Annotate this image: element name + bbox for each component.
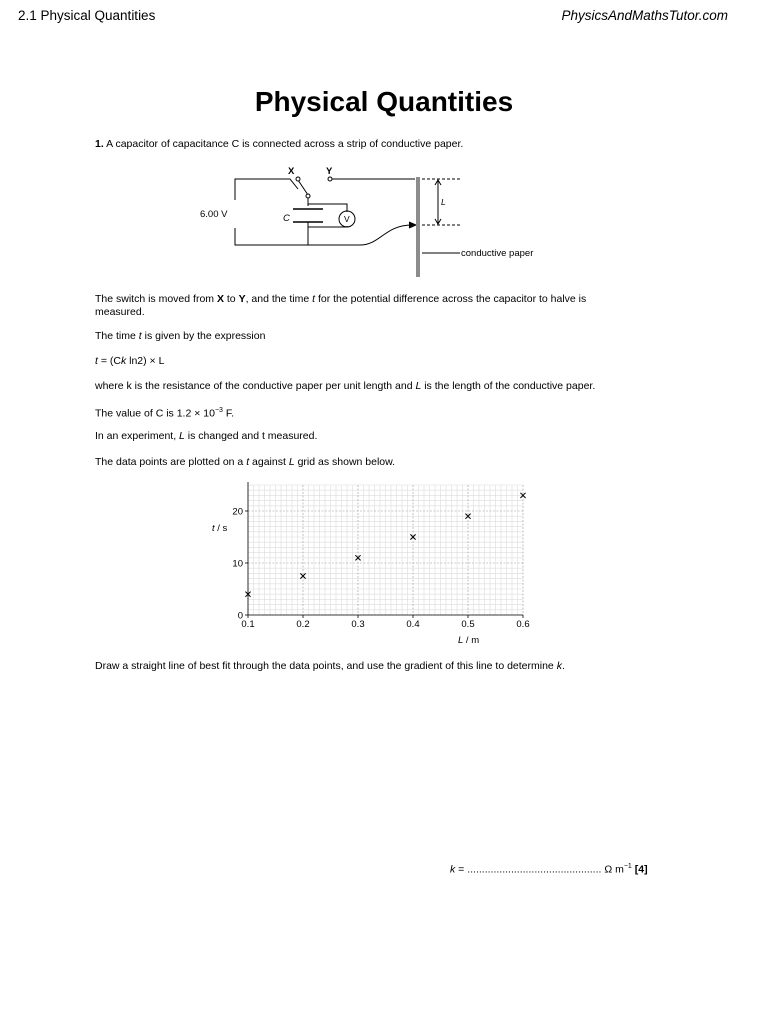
battery-top-wire: [235, 179, 298, 200]
text-run: The value of C is 1.2 × 10: [95, 407, 215, 420]
text-run: k: [450, 863, 456, 876]
y-tick-label: 20: [232, 506, 243, 518]
paragraph-capacitance: [95, 405, 685, 420]
text-run: grid as shown below.: [294, 456, 396, 468]
x-tick-label: 0.1: [241, 619, 255, 630]
voltmeter-label: V: [344, 214, 350, 224]
x-tick-label: 0.6: [516, 619, 530, 630]
y-axis-label: [212, 523, 228, 534]
paragraph-definitions: [95, 380, 685, 393]
text-run: t: [138, 330, 142, 342]
voltmeter-wire-top: [308, 204, 347, 212]
voltage-label: 6.00 V: [200, 209, 228, 220]
answer-line[interactable]: [450, 863, 648, 876]
text-run: F.: [222, 407, 235, 420]
y-tick-label: 10: [232, 558, 243, 570]
paragraph-switch: [95, 293, 685, 318]
text-run: = (C: [97, 355, 121, 367]
page-title: Physical Quantities: [254, 86, 514, 117]
text-run: The switch is moved from: [95, 293, 217, 305]
minor-grid: [248, 485, 523, 615]
x-tick-label: 0.2: [296, 619, 310, 630]
text-run: X: [216, 293, 224, 305]
voltmeter-wire-bottom: [308, 226, 347, 227]
switch-x-label: X: [288, 166, 295, 177]
paragraph-experiment: [95, 430, 685, 443]
text-run: is the length of the conductive paper.: [421, 380, 596, 392]
x-tick-label: 0.4: [406, 619, 420, 630]
text-run: Y: [238, 293, 246, 305]
x-axis-label: [458, 635, 479, 646]
text-run: is given by the expression: [141, 330, 266, 342]
t-against-L-graph: [200, 478, 550, 648]
text-run: L: [288, 456, 295, 468]
text-run: for the potential difference across the capacitor to halve is: [315, 293, 587, 305]
expression: [95, 355, 685, 368]
conductive-paper-label: conductive paper: [461, 248, 534, 259]
text-run: / s: [214, 523, 228, 534]
text-run: t: [212, 523, 215, 534]
question-intro-text: A capacitor of capacitance C is connected across a strip of conductive paper.: [106, 138, 464, 150]
marks-label: [4]: [634, 863, 648, 876]
battery-bottom-wire: [235, 228, 360, 245]
switch-contact-x: [296, 177, 300, 181]
header-site-name: PhysicsAndMathsTutor.com: [561, 8, 728, 23]
text-run: k: [556, 660, 562, 672]
paragraph-data-points: [95, 456, 685, 469]
header-section-title: 2.1 Physical Quantities: [18, 8, 156, 23]
conductive-paper-strip: [416, 177, 420, 277]
text-run: Draw a straight line of best fit through the data points, and use the gradient of this line to determine: [95, 660, 557, 672]
text-run: ln2) × L: [126, 355, 165, 367]
switch-lever: [298, 180, 308, 195]
text-run: −3: [214, 407, 223, 414]
paper-contact-arrow: [409, 222, 416, 228]
switch-y-label: Y: [326, 166, 333, 177]
text-run: .: [561, 660, 565, 672]
text-run: where k is the resistance of the conductive paper per unit length and: [95, 380, 416, 392]
text-run: is changed and t measured.: [184, 430, 318, 442]
switch-pivot: [306, 194, 310, 198]
text-run: L: [458, 635, 464, 646]
capacitor-label: C: [283, 213, 290, 224]
x-tick-label: 0.5: [461, 619, 475, 630]
paragraph-instruction: [95, 660, 685, 673]
text-run: t: [246, 456, 250, 468]
text-run: The data points are plotted on a: [95, 456, 247, 468]
text-run: t: [95, 355, 98, 367]
text-run: , and the time: [245, 293, 313, 305]
text-run: L: [415, 380, 422, 392]
length-label: L: [441, 197, 446, 207]
circuit-diagram: [190, 160, 560, 285]
text-run: −1: [623, 863, 632, 870]
text-run: measured.: [95, 305, 145, 318]
text-run: = .............................................. Ω m: [455, 863, 624, 876]
paper-lead-wire: [360, 225, 412, 245]
text-run: k: [120, 355, 127, 367]
text-run: L: [179, 430, 185, 442]
text-run: The time: [95, 330, 139, 342]
x-tick-label: 0.3: [351, 619, 365, 630]
y-tick-label: 0: [237, 610, 243, 622]
paragraph-time: [95, 330, 685, 343]
text-run: t: [312, 293, 316, 305]
question-intro: [95, 138, 685, 151]
text-run: In an experiment,: [95, 430, 180, 442]
text-run: / m: [463, 635, 480, 646]
question-number: 1.: [95, 138, 104, 150]
text-run: to: [223, 293, 239, 305]
text-run: against: [249, 456, 289, 468]
switch-contact-y: [328, 177, 332, 181]
